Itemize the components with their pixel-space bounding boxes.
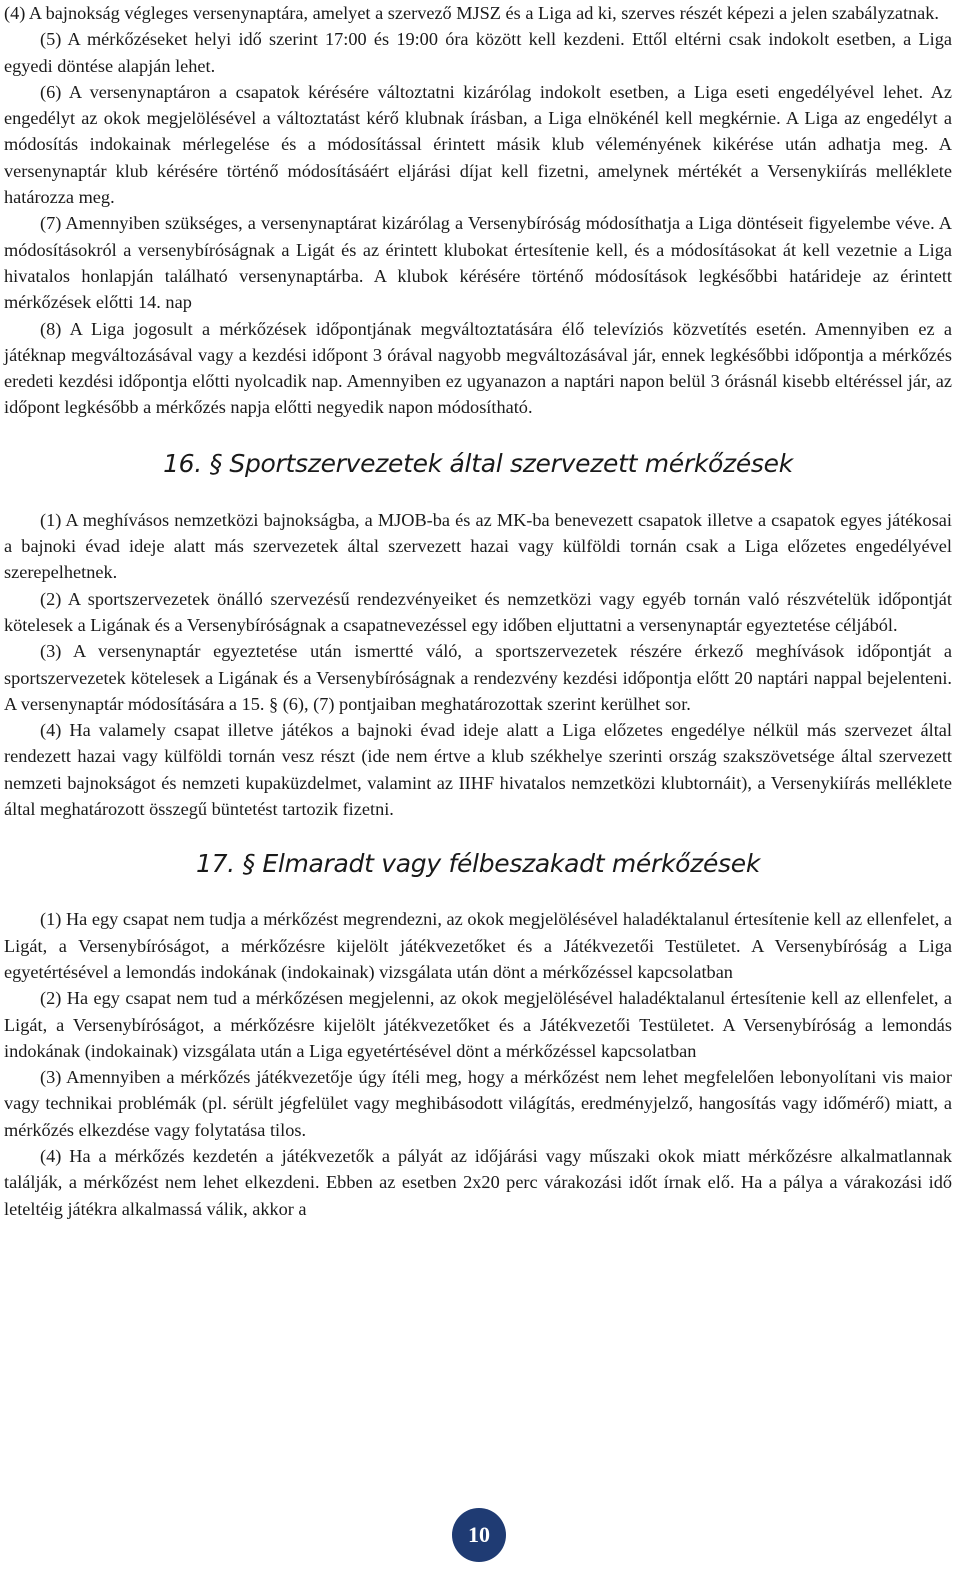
- paragraph-17-4: (4) Ha a mérkőzés kezdetén a játékvezetők a pályát az időjárási vagy műszaki okok miatt mérkőzésre alkalmatlannak találják, a mérkőzést nem lehet elkezdeni. Ebben az esetben 2x20 perc várakozási időt írnak elő. Ha a pálya a várakozási idő leteltéig játékra alkalmassá válik, akkor a: [4, 1145, 952, 1219]
- paragraph-15-4: (4) A bajnokság végleges versenynaptára, amelyet a szervező MJSZ és a Liga ad ki, szerves részét képezi a jelen szabályzatnak.: [4, 3, 939, 23]
- paragraph-16-3: (3) A versenynaptár egyeztetése után ismertté váló, a sportszervezetek részére érkező meghívások időpontját a sportszervezetek kötelesek a Ligának és a Versenybíróságnak a rendezvény kezdési időpontja előtt 20 naptári nappal bejelenteni. A versenynaptár módosítására a 15. § (6), (7) pontjaiban meghatározottak szerint kerülhet sor.: [4, 641, 952, 714]
- page-content: [4, 0, 952, 1222]
- page-number-badge: 10: [452, 1508, 506, 1562]
- paragraph-15-7: (7) Amennyiben szükséges, a versenynaptárat kizárólag a Versenybíróság módosíthatja a Liga döntéseit figyelembe véve. A módosításokról a versenybíróságnak a Ligát és az érintett klubokat értesítenie kell, és a módosításokat át kell vezetnie a Liga hivatalos honlapján található versenynaptárba. A klubok kérésére történő módosítások legkésőbbi határideje az érintett mérkőzések előtti 14. nap: [4, 213, 952, 313]
- paragraph-17-1: (1) Ha egy csapat nem tudja a mérkőzést megrendezni, az okok megjelölésével haladéktalanul értesítenie kell az ellenfelet, a Ligát, a Versenybíróságot, a mérkőzésre kijelölt játékvezetőket és a Játékvezetői Testületet. A Versenybíróság a Liga egyetértésével a lemondás indokának (indokainak) vizsgálata után dönt a mérkőzéssel kapcsolatban: [4, 909, 952, 982]
- paragraph-17-2: (2) Ha egy csapat nem tud a mérkőzésen megjelenni, az okok megjelölésével haladéktalanul értesítenie kell az ellenfelet, a Ligát, a Versenybíróságot, a mérkőzésre kijelölt játékvezetőket és a Játékvezetői Testületet. A Versenybíróság a lemondás indokának (indokainak) vizsgálata után a Liga egyetértésével dönt a mérkőzéssel kapcsolatban: [4, 988, 952, 1061]
- paragraph-16-2: (2) A sportszervezetek önálló szervezésű rendezvényeiket és nemzetközi vagy egyéb tornán való részvételük időpontját kötelesek a Ligának és a Versenybíróságnak a csapatnevezéssel egy időben eljuttatni a versenynaptár egyeztetése céljából.: [4, 588, 952, 635]
- paragraph-16-4: (4) Ha valamely csapat illetve játékos a bajnoki évad ideje alatt a Liga előzetes engedélye nélkül más szervezet által rendezett hazai vagy külföldi tornán vesz részt (ide nem értve a klub székhelye szerinti ország szakszövetsége által szervezett nemzeti bajnokságot és nemzeti kupaküzdelmet, valamint az IIHF hivatalos nemzetközi klubtornáit), a Versenykiírás melléklete által meghatározott összegű büntetést tartozik fizetni.: [4, 720, 952, 820]
- paragraph-17-3: (3) Amennyiben a mérkőzés játékvezetője úgy ítéli meg, hogy a mérkőzést nem lehet megfelelően lebonyolítani vis maior vagy technikai problémák (pl. sérült jégfelület vagy meghibásodott világítás, eredményjelző, hangosítás vagy időmérő) miatt, a mérkőzés elkezdése vagy folytatása tilos.: [4, 1067, 952, 1140]
- paragraph-15-8: (8) A Liga jogosult a mérkőzések időpontjának megváltoztatására élő televíziós közvetítés esetén. Amennyiben ez a játéknap megváltozásával vagy a kezdési időpont 3 órával nagyobb megváltozásával jár, ennek legkésőbbi időpontja a mérkőzés eredeti kezdési időpontja előtti nyolcadik nap. Amennyiben ez ugyanazon a naptári napon belül 3 órásnál kisebb eltéréssel jár, az időpont legkésőbb a mérkőzés napja előtti negyedik napon módosítható.: [4, 318, 952, 418]
- paragraph-15-5: (5) A mérkőzéseket helyi idő szerint 17:00 és 19:00 óra között kell kezdeni. Ettől eltérni csak indokolt esetben, a Liga egyedi döntése alapján lehet.: [4, 29, 952, 76]
- section-16-heading: 16. § Sportszervezetek által szervezett mérkőzések: [163, 448, 793, 478]
- section-17-heading: 17. § Elmaradt vagy félbeszakadt mérkőzések: [195, 849, 761, 879]
- paragraph-15-6: (6) A versenynaptáron a csapatok kérésére változtatni kizárólag indokolt esetben, a Liga eseti engedélyével lehet. Az engedélyt az okok megjelölésével a változtatást kérő klubnak írásban, a Liga elnökénél kell megkérnie. A Liga az engedélyt a módosítás indokainak mérlegelése és a módosítással érintett másik klub véleményének kikérése után adhatja meg. A versenynaptár klub kérésére történő módosításáért eljárási díjat kell fizetni, amelynek mértékét a Versenykiírás melléklete határozza meg.: [4, 81, 952, 208]
- paragraph-16-1: (1) A meghívásos nemzetközi bajnokságba, a MJOB-ba és az MK-ba benevezett csapatok illetve a csapatok egyes játékosai a bajnoki évad ideje alatt más szervezetek által szervezett hazai vagy külföldi tornán csak a Liga előzetes engedélyével szerepelhetnek.: [4, 509, 952, 583]
